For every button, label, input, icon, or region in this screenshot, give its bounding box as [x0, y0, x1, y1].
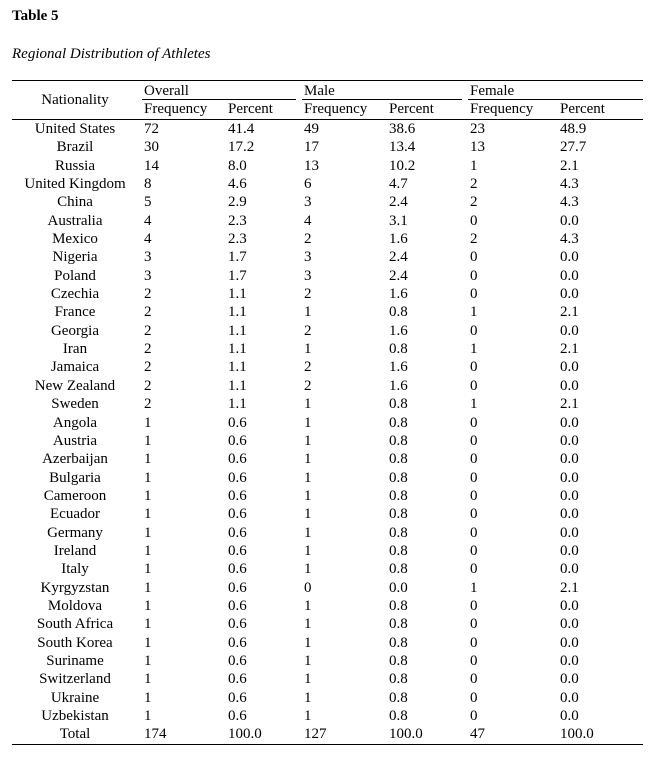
female-percent-cell: 0.0: [560, 561, 579, 578]
nationality-cell: Australia: [47, 212, 103, 229]
nationality-cell: Brazil: [56, 139, 94, 156]
nationality-cell: Sweden: [51, 396, 99, 413]
table-bottom-rule: [12, 744, 643, 745]
table-row: [0, 157, 659, 175]
overall-percent-cell: 0.6: [228, 469, 247, 486]
nationality-cell: Kyrgyzstan: [40, 579, 110, 596]
table-row: [0, 542, 659, 560]
table-row: [0, 450, 659, 468]
male-percent-cell: 0.8: [389, 451, 408, 468]
female-frequency-cell: 2: [470, 231, 478, 248]
female-percent-cell: 2.1: [560, 396, 579, 413]
nationality-cell: Georgia: [50, 322, 100, 339]
male-frequency-cell: 1: [304, 396, 312, 413]
male-percent-cell: 38.6: [389, 121, 416, 137]
male-percent-cell: 0.8: [389, 652, 408, 669]
nationality-cell: Angola: [52, 414, 98, 431]
female-percent-cell: 4.3: [560, 176, 579, 193]
female-frequency-cell: 0: [470, 708, 478, 724]
table-row: [0, 505, 659, 523]
table-row: [0, 303, 659, 321]
male-frequency-cell: 2: [304, 359, 312, 376]
male-frequency-cell: 1: [304, 506, 312, 523]
nationality-cell: Russia: [54, 157, 95, 174]
overall-frequency-cell: 1: [144, 579, 152, 596]
male-frequency-cell: 1: [304, 451, 312, 468]
female-group-header: Female: [470, 83, 515, 99]
male-frequency-cell: 1: [304, 708, 312, 724]
male-frequency-cell: 1: [304, 469, 312, 486]
female-percent-cell: 4.3: [560, 231, 579, 248]
male-percent-cell: 0.8: [389, 542, 408, 559]
overall-percent-cell: 0.6: [228, 432, 247, 449]
overall-frequency-cell: 2: [144, 322, 152, 339]
female-percent-cell: 0.0: [560, 597, 579, 614]
female-percent-header: Percent: [560, 101, 605, 117]
overall-percent-cell: 0.6: [228, 506, 247, 523]
female-frequency-cell: 47: [470, 726, 485, 743]
overall-percent-cell: 1.1: [228, 377, 247, 394]
overall-frequency-cell: 72: [144, 121, 159, 137]
female-percent-cell: 2.1: [560, 304, 579, 321]
overall-percent-cell: 0.6: [228, 597, 247, 614]
male-percent-cell: 0.8: [389, 597, 408, 614]
female-group-rule: [468, 99, 643, 100]
overall-frequency-cell: 1: [144, 451, 152, 468]
table-row: [0, 597, 659, 615]
female-frequency-cell: 23: [470, 121, 485, 137]
table-row: [0, 707, 659, 725]
female-percent-cell: 48.9: [560, 121, 587, 137]
overall-frequency-cell: 1: [144, 524, 152, 541]
table-row: [0, 395, 659, 413]
male-percent-cell: 0.8: [389, 506, 408, 523]
female-frequency-cell: 1: [470, 304, 478, 321]
nationality-cell: Jamaica: [50, 359, 100, 376]
male-percent-cell: 1.6: [389, 359, 408, 376]
male-percent-cell: 1.6: [389, 322, 408, 339]
male-percent-cell: 0.8: [389, 671, 408, 688]
overall-frequency-cell: 1: [144, 542, 152, 559]
overall-frequency-cell: 1: [144, 616, 152, 633]
table-row: [0, 524, 659, 542]
female-frequency-cell: 0: [470, 671, 478, 688]
male-percent-cell: 1.6: [389, 377, 408, 394]
male-percent-cell: 0.8: [389, 304, 408, 321]
male-percent-cell: 0.8: [389, 432, 408, 449]
nationality-cell: Ukraine: [50, 689, 100, 706]
male-percent-cell: 2.4: [389, 194, 408, 211]
overall-percent-cell: 4.6: [228, 176, 247, 193]
overall-frequency-cell: 1: [144, 634, 152, 651]
overall-percent-cell: 2.3: [228, 231, 247, 248]
nationality-cell: Bulgaria: [49, 469, 101, 486]
table-row: [0, 634, 659, 652]
male-frequency-cell: 3: [304, 249, 312, 266]
female-percent-cell: 0.0: [560, 671, 579, 688]
overall-percent-cell: 0.6: [228, 652, 247, 669]
nationality-cell: Moldova: [47, 597, 103, 614]
male-percent-cell: 0.8: [389, 487, 408, 504]
male-percent-cell: 1.6: [389, 286, 408, 303]
male-percent-cell: 100.0: [389, 726, 423, 743]
female-percent-cell: 0.0: [560, 506, 579, 523]
overall-frequency-cell: 5: [144, 194, 152, 211]
overall-frequency-cell: 1: [144, 561, 152, 578]
male-frequency-cell: 49: [304, 121, 319, 137]
male-frequency-cell: 1: [304, 616, 312, 633]
nationality-cell: Italy: [61, 561, 89, 578]
male-percent-header: Percent: [389, 101, 434, 117]
male-percent-cell: 0.8: [389, 396, 408, 413]
nationality-header: Nationality: [41, 92, 109, 108]
female-percent-cell: 0.0: [560, 542, 579, 559]
female-frequency-cell: 0: [470, 506, 478, 523]
male-frequency-cell: 1: [304, 561, 312, 578]
overall-percent-cell: 1.1: [228, 341, 247, 358]
overall-percent-cell: 0.6: [228, 616, 247, 633]
overall-percent-cell: 8.0: [228, 157, 247, 174]
male-percent-cell: 0.8: [389, 634, 408, 651]
table-row: [0, 689, 659, 707]
overall-percent-cell: 0.6: [228, 487, 247, 504]
female-frequency-cell: 2: [470, 194, 478, 211]
female-frequency-cell: 0: [470, 451, 478, 468]
overall-percent-cell: 0.6: [228, 524, 247, 541]
male-frequency-cell: 1: [304, 432, 312, 449]
female-frequency-cell: 1: [470, 579, 478, 596]
table-body: [0, 120, 659, 744]
male-frequency-cell: 2: [304, 322, 312, 339]
overall-frequency-cell: 1: [144, 597, 152, 614]
female-percent-cell: 0.0: [560, 652, 579, 669]
nationality-cell: Total: [59, 726, 91, 743]
female-frequency-cell: 0: [470, 249, 478, 266]
table-row: [0, 615, 659, 633]
female-percent-cell: 2.1: [560, 579, 579, 596]
nationality-cell: Uzbekistan: [41, 708, 109, 724]
male-frequency-cell: 1: [304, 634, 312, 651]
overall-group-rule: [142, 99, 296, 100]
overall-frequency-cell: 1: [144, 689, 152, 706]
male-frequency-cell: 3: [304, 267, 312, 284]
table-top-rule: [12, 80, 643, 81]
male-percent-cell: 13.4: [389, 139, 416, 156]
table-row: [0, 377, 659, 395]
male-percent-cell: 1.6: [389, 231, 408, 248]
male-frequency-cell: 17: [304, 139, 319, 156]
male-percent-cell: 0.8: [389, 561, 408, 578]
male-frequency-cell: 2: [304, 231, 312, 248]
overall-frequency-cell: 2: [144, 286, 152, 303]
total-row: [0, 725, 659, 743]
female-frequency-cell: 0: [470, 524, 478, 541]
female-frequency-cell: 0: [470, 377, 478, 394]
table-row: [0, 322, 659, 340]
male-frequency-cell: 1: [304, 524, 312, 541]
male-percent-cell: 2.4: [389, 267, 408, 284]
female-percent-cell: 0.0: [560, 634, 579, 651]
overall-frequency-cell: 2: [144, 304, 152, 321]
overall-percent-cell: 0.6: [228, 634, 247, 651]
male-percent-cell: 10.2: [389, 157, 416, 174]
female-frequency-cell: 0: [470, 634, 478, 651]
female-frequency-cell: 2: [470, 176, 478, 193]
female-frequency-cell: 1: [470, 396, 478, 413]
nationality-cell: United States: [34, 121, 116, 137]
female-percent-cell: 0.0: [560, 414, 579, 431]
overall-percent-cell: 1.1: [228, 304, 247, 321]
female-percent-cell: 0.0: [560, 616, 579, 633]
male-frequency-cell: 1: [304, 341, 312, 358]
table-title: Table 5: [12, 8, 59, 24]
male-frequency-cell: 1: [304, 597, 312, 614]
nationality-cell: Suriname: [46, 652, 104, 669]
female-frequency-cell: 0: [470, 487, 478, 504]
table-row: [0, 120, 659, 138]
table-row: [0, 193, 659, 211]
male-frequency-cell: 1: [304, 671, 312, 688]
overall-frequency-cell: 1: [144, 708, 152, 724]
male-percent-cell: 0.8: [389, 708, 408, 724]
overall-frequency-cell: 8: [144, 176, 152, 193]
female-percent-cell: 0.0: [560, 469, 579, 486]
male-frequency-cell: 6: [304, 176, 312, 193]
overall-percent-cell: 1.1: [228, 286, 247, 303]
female-frequency-cell: 0: [470, 432, 478, 449]
overall-frequency-cell: 2: [144, 396, 152, 413]
female-percent-cell: 0.0: [560, 267, 579, 284]
male-percent-cell: 3.1: [389, 212, 408, 229]
female-percent-cell: 0.0: [560, 708, 579, 724]
overall-percent-cell: 0.6: [228, 451, 247, 468]
nationality-cell: Ireland: [53, 542, 97, 559]
overall-percent-cell: 0.6: [228, 708, 247, 724]
female-percent-cell: 0.0: [560, 487, 579, 504]
male-percent-cell: 0.8: [389, 341, 408, 358]
overall-frequency-cell: 1: [144, 487, 152, 504]
table-row: [0, 579, 659, 597]
male-frequency-cell: 2: [304, 377, 312, 394]
overall-frequency-cell: 174: [144, 726, 167, 743]
female-frequency-cell: 0: [470, 414, 478, 431]
table-row: [0, 175, 659, 193]
male-group-rule: [302, 99, 462, 100]
table-row: [0, 248, 659, 266]
overall-frequency-cell: 1: [144, 469, 152, 486]
overall-percent-cell: 0.6: [228, 561, 247, 578]
overall-percent-cell: 100.0: [228, 726, 262, 743]
overall-percent-cell: 0.6: [228, 542, 247, 559]
overall-frequency-cell: 4: [144, 212, 152, 229]
female-frequency-cell: 0: [470, 561, 478, 578]
nationality-cell: Azerbaijan: [42, 451, 108, 468]
nationality-cell: South Korea: [37, 634, 113, 651]
male-frequency-cell: 13: [304, 157, 319, 174]
table-row: [0, 138, 659, 156]
male-percent-cell: 0.8: [389, 616, 408, 633]
male-frequency-cell: 127: [304, 726, 327, 743]
male-percent-cell: 0.8: [389, 689, 408, 706]
table-row: [0, 487, 659, 505]
overall-frequency-cell: 30: [144, 139, 159, 156]
overall-percent-cell: 1.1: [228, 396, 247, 413]
overall-frequency-cell: 2: [144, 359, 152, 376]
female-percent-cell: 0.0: [560, 689, 579, 706]
female-percent-cell: 0.0: [560, 524, 579, 541]
overall-frequency-cell: 3: [144, 267, 152, 284]
female-frequency-cell: 0: [470, 212, 478, 229]
overall-percent-cell: 2.3: [228, 212, 247, 229]
overall-percent-cell: 1.7: [228, 249, 247, 266]
male-frequency-cell: 2: [304, 286, 312, 303]
female-percent-cell: 27.7: [560, 139, 587, 156]
female-percent-cell: 0.0: [560, 212, 579, 229]
female-frequency-cell: 0: [470, 689, 478, 706]
overall-group-header: Overall: [144, 83, 189, 99]
female-frequency-cell: 0: [470, 267, 478, 284]
overall-frequency-cell: 1: [144, 432, 152, 449]
overall-frequency-cell: 2: [144, 377, 152, 394]
female-frequency-cell: 13: [470, 139, 485, 156]
nationality-cell: Germany: [47, 524, 103, 541]
overall-frequency-cell: 1: [144, 414, 152, 431]
nationality-cell: Switzerland: [39, 671, 111, 688]
male-percent-cell: 0.8: [389, 414, 408, 431]
nationality-cell: Nigeria: [52, 249, 98, 266]
female-frequency-cell: 1: [470, 157, 478, 174]
male-frequency-cell: 1: [304, 487, 312, 504]
female-percent-cell: 0.0: [560, 432, 579, 449]
male-frequency-cell: 1: [304, 542, 312, 559]
overall-percent-cell: 0.6: [228, 579, 247, 596]
table-row: [0, 285, 659, 303]
female-frequency-cell: 0: [470, 286, 478, 303]
female-frequency-cell: 0: [470, 597, 478, 614]
table-row: [0, 340, 659, 358]
nationality-cell: Ecuador: [50, 506, 100, 523]
female-frequency-header: Frequency: [470, 101, 534, 117]
female-frequency-cell: 0: [470, 652, 478, 669]
female-frequency-cell: 0: [470, 542, 478, 559]
overall-percent-cell: 1.7: [228, 267, 247, 284]
nationality-cell: France: [54, 304, 96, 321]
table-subtitle: Regional Distribution of Athletes: [12, 46, 211, 62]
female-percent-cell: 2.1: [560, 157, 579, 174]
male-frequency-cell: 3: [304, 194, 312, 211]
female-percent-cell: 0.0: [560, 286, 579, 303]
overall-frequency-cell: 3: [144, 249, 152, 266]
overall-percent-cell: 17.2: [228, 139, 255, 156]
overall-frequency-cell: 1: [144, 652, 152, 669]
male-percent-cell: 0.8: [389, 524, 408, 541]
male-frequency-cell: 0: [304, 579, 312, 596]
overall-percent-cell: 1.1: [228, 322, 247, 339]
table-row: [0, 670, 659, 688]
male-percent-cell: 4.7: [389, 176, 408, 193]
male-frequency-cell: 1: [304, 689, 312, 706]
nationality-cell: Cameroon: [43, 487, 107, 504]
table-row: [0, 469, 659, 487]
table-row: [0, 358, 659, 376]
table-row: [0, 414, 659, 432]
female-percent-cell: 0.0: [560, 359, 579, 376]
overall-percent-cell: 2.9: [228, 194, 247, 211]
female-frequency-cell: 0: [470, 616, 478, 633]
female-percent-cell: 2.1: [560, 341, 579, 358]
female-frequency-cell: 0: [470, 359, 478, 376]
overall-frequency-cell: 14: [144, 157, 159, 174]
female-percent-cell: 0.0: [560, 377, 579, 394]
male-frequency-cell: 1: [304, 652, 312, 669]
overall-percent-cell: 0.6: [228, 689, 247, 706]
male-frequency-cell: 4: [304, 212, 312, 229]
nationality-cell: Iran: [62, 341, 88, 358]
nationality-cell: Czechia: [50, 286, 100, 303]
table-row: [0, 267, 659, 285]
female-percent-cell: 0.0: [560, 249, 579, 266]
female-percent-cell: 0.0: [560, 451, 579, 468]
nationality-cell: Poland: [54, 267, 96, 284]
overall-frequency-cell: 4: [144, 231, 152, 248]
female-percent-cell: 0.0: [560, 322, 579, 339]
table-row: [0, 652, 659, 670]
male-frequency-header: Frequency: [304, 101, 368, 117]
overall-percent-cell: 0.6: [228, 414, 247, 431]
table-row: [0, 432, 659, 450]
table-row: [0, 560, 659, 578]
male-percent-cell: 0.8: [389, 469, 408, 486]
male-group-header: Male: [304, 83, 335, 99]
nationality-cell: South Africa: [36, 616, 114, 633]
nationality-cell: China: [57, 194, 93, 211]
overall-percent-cell: 1.1: [228, 359, 247, 376]
male-percent-cell: 0.0: [389, 579, 408, 596]
overall-frequency-cell: 1: [144, 506, 152, 523]
female-frequency-cell: 1: [470, 341, 478, 358]
nationality-cell: Mexico: [52, 231, 98, 248]
overall-frequency-header: Frequency: [144, 101, 208, 117]
table-row: [0, 212, 659, 230]
female-frequency-cell: 0: [470, 322, 478, 339]
nationality-cell: Austria: [52, 432, 98, 449]
female-percent-cell: 4.3: [560, 194, 579, 211]
male-frequency-cell: 1: [304, 414, 312, 431]
female-frequency-cell: 0: [470, 469, 478, 486]
nationality-cell: United Kingdom: [24, 176, 126, 193]
overall-frequency-cell: 1: [144, 671, 152, 688]
overall-percent-cell: 41.4: [228, 121, 255, 137]
female-percent-cell: 100.0: [560, 726, 594, 743]
male-frequency-cell: 1: [304, 304, 312, 321]
overall-percent-cell: 0.6: [228, 671, 247, 688]
table-row: [0, 230, 659, 248]
overall-percent-header: Percent: [228, 101, 273, 117]
nationality-cell: New Zealand: [34, 377, 116, 394]
male-percent-cell: 2.4: [389, 249, 408, 266]
overall-frequency-cell: 2: [144, 341, 152, 358]
